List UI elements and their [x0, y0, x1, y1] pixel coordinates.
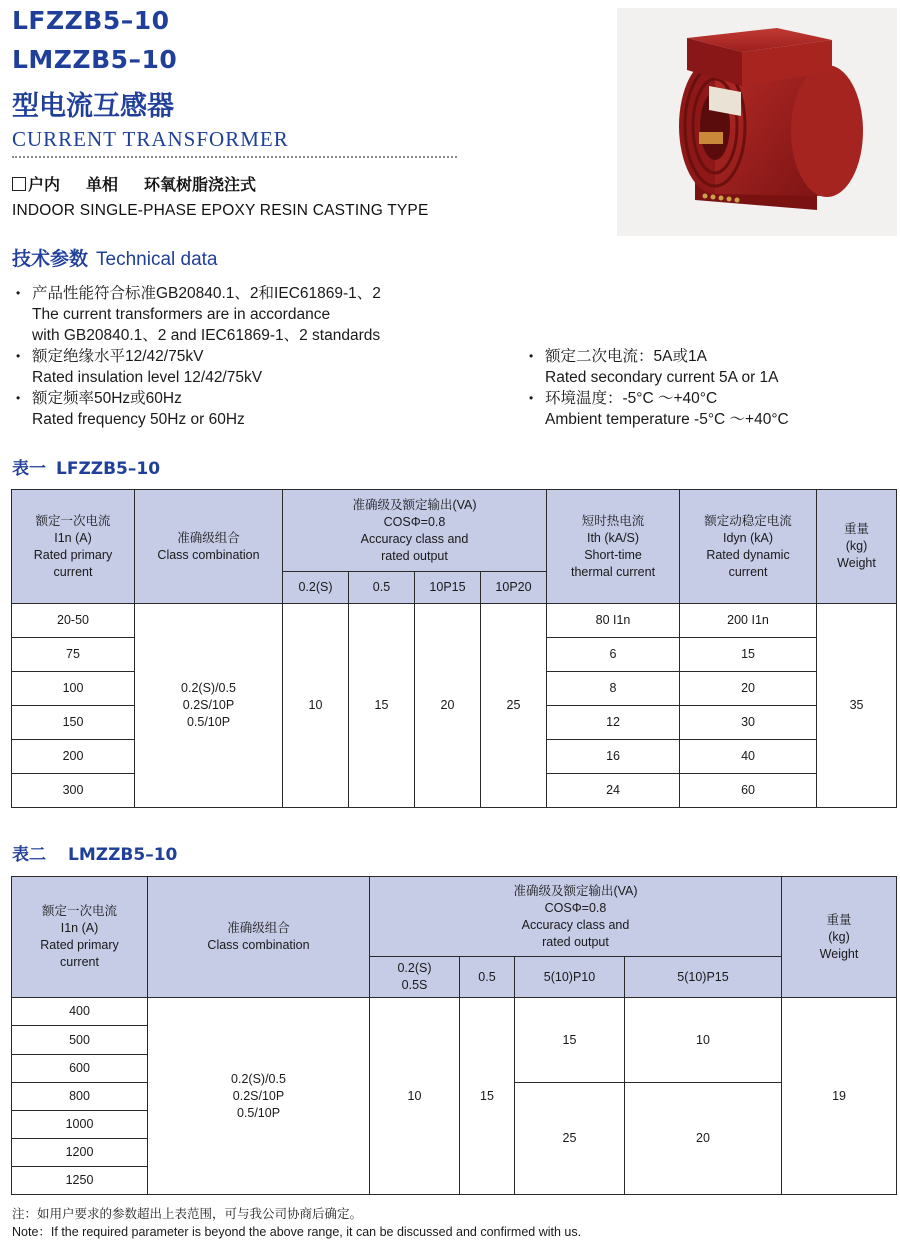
header-accuracy-output — [283, 490, 547, 572]
tech-heading-cn: 技术参数 — [12, 248, 89, 270]
product-photo — [617, 8, 897, 236]
table1-title-model: LFZZB5–10 — [56, 459, 161, 479]
header-sub: 0.5 — [460, 957, 515, 998]
table2-title — [12, 840, 177, 865]
header-text: 额定一次电流 — [41, 904, 117, 918]
note-en: Note：If the required parameter is beyond the above range, it can be discussed and confirmed with us. — [12, 1225, 582, 1239]
header-sub: 10P20 — [481, 572, 547, 604]
cell-thermal: 24 — [547, 774, 680, 808]
header-text: rated output — [542, 934, 609, 949]
header-text: thermal current — [570, 564, 656, 579]
header-sub: 10P15 — [415, 572, 481, 604]
header-text: I1n (A) — [54, 530, 92, 545]
cell-text: 0.2S/10P — [182, 698, 235, 712]
cell-output: 10 — [625, 998, 782, 1083]
cell-primary: 20-50 — [12, 604, 135, 638]
type-cn — [12, 172, 256, 195]
header-text: 准确级组合 — [177, 530, 240, 545]
cell-primary: 1200 — [12, 1139, 148, 1167]
type-single-phase-cn: 单相 — [86, 175, 119, 194]
list-item — [14, 346, 534, 388]
cell-primary: 800 — [12, 1083, 148, 1111]
cell-primary: 150 — [12, 706, 135, 740]
header-text: Short-time — [584, 547, 642, 562]
cell-output: 10 — [370, 998, 460, 1195]
header-sub: 0.5 — [349, 572, 415, 604]
cell-output: 10 — [283, 604, 349, 808]
list-item-cn: • 环境温度：-5°C ～+40°C — [545, 390, 718, 407]
list-item-cn: • 额定二次电流：5A或1A — [545, 348, 707, 365]
header-weight — [782, 877, 897, 998]
cell-weight: 19 — [782, 998, 897, 1195]
list-item-en: Rated insulation level 12/42/75kV — [32, 369, 263, 386]
tech-data-heading — [12, 244, 217, 271]
header-dynamic-current — [680, 490, 817, 604]
header-class-combination — [148, 877, 370, 998]
list-item — [527, 346, 897, 388]
header-text: Accuracy class and — [521, 917, 630, 932]
header-text: Class combination — [157, 547, 260, 562]
header-primary-current — [12, 877, 148, 998]
header-text: current — [728, 564, 768, 579]
cell-output: 20 — [625, 1083, 782, 1195]
header-text: (kg) — [828, 929, 850, 944]
tech-heading-en: Technical data — [96, 249, 218, 270]
header-text: Weight — [819, 946, 859, 961]
cell-output: 20 — [415, 604, 481, 808]
list-item — [14, 388, 534, 430]
list-item-cn: • 额定频率50Hz或60Hz — [32, 390, 182, 407]
transformer-photo-icon — [617, 8, 897, 236]
cell-thermal: 6 — [547, 638, 680, 672]
list-item-en: with GB20840.1、2 and IEC61869-1、2 standards — [32, 327, 381, 344]
header-text: Class combination — [207, 938, 310, 952]
checkbox-icon — [12, 177, 26, 191]
table1-title-cn: 表一 — [12, 459, 46, 479]
cell-class-combination — [148, 998, 370, 1195]
header-sub: 0.2(S) — [283, 572, 349, 604]
tech-list-right — [527, 346, 897, 430]
table2-title-model: LMZZB5–10 — [68, 845, 178, 865]
header-primary-current — [12, 490, 135, 604]
header-text: 短时热电流 — [581, 513, 645, 528]
header-class-combination — [135, 490, 283, 604]
header-text: 额定动稳定电流 — [704, 513, 792, 528]
header-text: 重量 — [826, 912, 852, 927]
type-en: INDOOR SINGLE-PHASE EPOXY RESIN CASTING TYPE — [12, 202, 429, 219]
note-cn: 注：如用户要求的参数超出上表范围，可与我公司协商后确定。 — [12, 1207, 363, 1221]
product-name-en: CURRENT TRANSFORMER — [12, 127, 289, 151]
type-epoxy-cn: 环氧树脂浇注式 — [144, 175, 257, 194]
cell-primary: 1000 — [12, 1111, 148, 1139]
cell-thermal: 16 — [547, 740, 680, 774]
header-sub — [370, 957, 460, 998]
cell-weight: 35 — [817, 604, 897, 808]
cell-primary: 200 — [12, 740, 135, 774]
header-text: I1n (A) — [60, 921, 99, 935]
list-item — [527, 388, 897, 430]
header-text: COSΦ=0.8 — [383, 514, 446, 529]
cell-text: 0.2(S)/0.5 — [181, 681, 236, 695]
list-item-en: Rated secondary current 5A or 1A — [545, 369, 779, 386]
cell-primary: 600 — [12, 1055, 148, 1083]
header-text: Ith (kA/S) — [586, 530, 640, 545]
cell-primary: 75 — [12, 638, 135, 672]
table1-title — [12, 454, 160, 479]
cell-dynamic: 200 I1n — [680, 604, 817, 638]
model-title-2: LMZZB5–10 — [12, 45, 178, 74]
header-text: 准确级及额定输出(VA) — [513, 883, 638, 898]
header-text: Rated dynamic — [706, 547, 790, 562]
header-text: current — [60, 955, 99, 969]
header-text: Idyn (kA) — [723, 530, 774, 545]
header-text: 0.5S — [401, 978, 428, 992]
table2 — [11, 876, 897, 1195]
cell-primary: 400 — [12, 998, 148, 1026]
cell-dynamic: 60 — [680, 774, 817, 808]
header-text: current — [53, 564, 93, 579]
cell-text: 0.2(S)/0.5 — [231, 1071, 286, 1086]
cell-thermal: 8 — [547, 672, 680, 706]
header-text: 额定一次电流 — [35, 513, 111, 528]
cell-output: 25 — [515, 1083, 625, 1195]
cell-primary: 1250 — [12, 1167, 148, 1195]
header-thermal-current — [547, 490, 680, 604]
cell-output: 15 — [460, 998, 515, 1195]
list-item-cn: • 额定绝缘水平12/42/75kV — [32, 348, 204, 365]
cell-output: 25 — [481, 604, 547, 808]
cell-output: 15 — [349, 604, 415, 808]
product-name-cn: 型电流互感器 — [12, 91, 174, 122]
dotted-divider — [12, 156, 457, 158]
header-sub: 5(10)P10 — [515, 957, 625, 998]
header-text: 重量 — [844, 522, 870, 536]
table1 — [11, 489, 897, 808]
table2-title-cn: 表二 — [12, 845, 46, 865]
cell-primary: 100 — [12, 672, 135, 706]
list-item-cn: • 产品性能符合标准GB20840.1、2和IEC61869-1、2 — [32, 285, 381, 302]
cell-primary: 300 — [12, 774, 135, 808]
list-item — [14, 283, 534, 346]
cell-dynamic: 15 — [680, 638, 817, 672]
cell-dynamic: 30 — [680, 706, 817, 740]
table-row — [12, 998, 897, 1026]
header-accuracy-output — [370, 877, 782, 957]
cell-dynamic: 40 — [680, 740, 817, 774]
cell-text: 0.5/10P — [186, 715, 231, 729]
cell-thermal: 12 — [547, 706, 680, 740]
cell-primary: 500 — [12, 1026, 148, 1055]
header-text: Rated primary — [33, 547, 113, 562]
model-title-1: LFZZB5–10 — [12, 6, 170, 35]
header-weight — [817, 490, 897, 604]
header-text: (kg) — [845, 539, 868, 553]
list-item-en: Ambient temperature -5°C ～+40°C — [545, 411, 789, 428]
header-text: rated output — [381, 548, 448, 563]
cell-class-combination — [135, 604, 283, 808]
cell-thermal: 80 I1n — [547, 604, 680, 638]
cell-text: 0.2S/10P — [232, 1088, 285, 1103]
table-row — [12, 604, 897, 638]
header-text: Accuracy class and — [360, 531, 469, 546]
type-indoor-cn: 户内 — [28, 175, 61, 194]
cell-dynamic: 20 — [680, 672, 817, 706]
cell-output: 15 — [515, 998, 625, 1083]
header-text: Rated primary — [40, 938, 119, 952]
list-item-en: The current transformers are in accordance — [32, 306, 331, 323]
header-text: Weight — [837, 556, 876, 570]
header-text: 准确级及额定输出(VA) — [352, 497, 477, 512]
header-sub: 5(10)P15 — [625, 957, 782, 998]
tech-list-left — [14, 283, 534, 430]
header-text: 0.2(S) — [397, 961, 432, 975]
header-text: COSΦ=0.8 — [544, 900, 607, 915]
header-text: 准确级组合 — [227, 921, 290, 935]
list-item-en: Rated frequency 50Hz or 60Hz — [32, 411, 245, 428]
cell-text: 0.5/10P — [236, 1105, 281, 1120]
